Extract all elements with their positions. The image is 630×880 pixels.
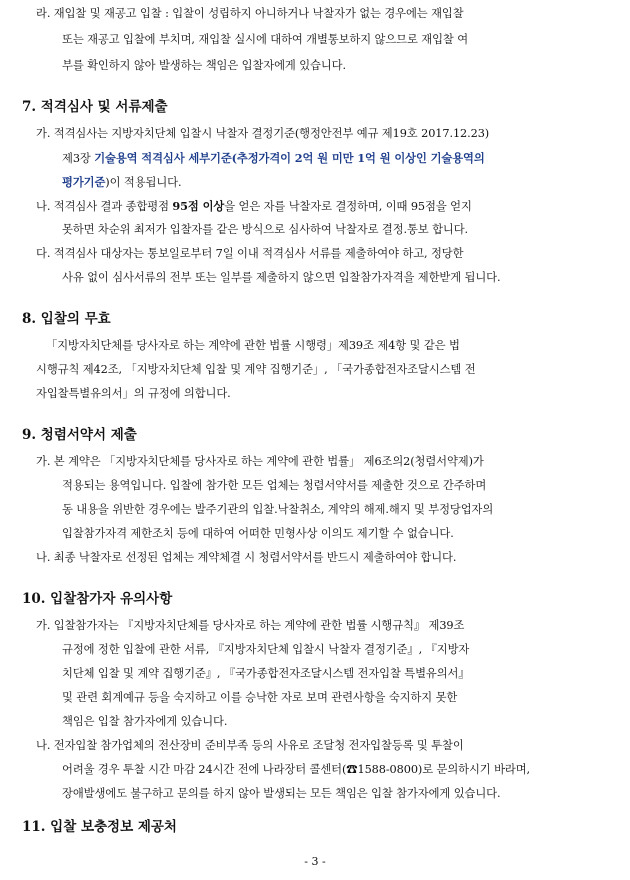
- section-8-line-3: 자입찰특별유의서」의 규정에 의합니다.: [36, 387, 231, 400]
- page-number: - 3 -: [304, 855, 326, 868]
- section-9-line-1: 가. 본 계약은 「지방자치단체를 당사자로 하는 계약에 관한 법률」 제6조의2(청렴서약제)가: [36, 455, 484, 468]
- section-9-title: 9. 청렴서약서 제출: [22, 427, 137, 443]
- section-10-line-5: 책임은 입찰 참가자에게 있습니다.: [62, 715, 228, 728]
- section-9-line-2: 적용되는 용역입니다. 입찰에 참가한 모든 업체는 청렴서약서를 제출한 것으로 간주하며: [62, 479, 487, 492]
- na-line-1-suffix: 을 얻은 자를 낙찰자로 결정하며, 이때 95점을 얻지: [224, 200, 472, 213]
- section-10-title: 10. 입찰참가자 유의사항: [22, 591, 173, 607]
- section-7-na-line-1: [36, 196, 472, 217]
- ga-line-2-prefix: 제3장: [62, 152, 95, 165]
- section-10-line-4: 및 관련 회계예규 등을 숙지하고 이를 승낙한 자로 보며 관련사항을 숙지하지 못한: [62, 691, 458, 704]
- section-7-ga-line-2: [62, 148, 485, 169]
- section-8-title: 8. 입찰의 무효: [22, 311, 111, 327]
- ga-line-2-highlight: 기술용역 적격심사 세부기준(추정가격이 2억 원 미만 1억 원 이상인 기술용역의: [94, 151, 485, 165]
- section-9-line-5: 나. 최종 낙찰자로 선정된 업체는 계약체결 시 청렴서약서를 반드시 제출하여야 합니다.: [36, 551, 457, 564]
- section-7-da-line-1: 다. 적격심사 대상자는 통보일로부터 7일 이내 적격심사 서류를 제출하여야 하고, 정당한: [36, 247, 464, 260]
- item-ra-line-1: 라. 재입찰 및 재공고 입찰 : 입찰이 성립하지 아니하거나 낙찰자가 없는 경우에는 재입찰: [36, 7, 464, 20]
- section-10-line-1: 가. 입찰참가자는 『지방자치단체를 당사자로 하는 계약에 관한 법률 시행규칙』 제39조: [36, 619, 465, 632]
- section-11-title: 11. 입찰 보충정보 제공처: [22, 819, 177, 835]
- section-10-line-3: 치단체 입찰 및 계약 집행기준』, 『국가종합전자조달시스템 전자입찰 특별유의서』: [62, 667, 470, 680]
- section-7-title: 7. 적격심사 및 서류제출: [22, 99, 168, 115]
- section-8-line-1: 「지방자치단체를 당사자로 하는 계약에 관한 법률 시행령」제39조 제4항 및 같은 법: [46, 339, 460, 352]
- section-10-line-6: 나. 전자입찰 참가업체의 전산장비 준비부족 등의 사유로 조달청 전자입찰등록 및 투찰이: [36, 739, 464, 752]
- section-10-line-8: 장애발생에도 불구하고 문의를 하지 않아 발생되는 모든 책임은 입찰 참가자에게 있습니다.: [62, 787, 501, 800]
- section-7-ga-line-1: 가. 적격심사는 지방자치단체 입찰시 낙찰자 결정기준(행정안전부 예규 제19호 2017.12.23): [36, 127, 490, 140]
- section-7-na-line-2: 못하면 차순위 최저가 입찰자를 같은 방식으로 심사하여 낙찰자로 결정.통보 합니다.: [62, 223, 469, 236]
- item-ra-line-3: 부를 확인하지 않아 발생하는 책임은 입찰자에게 있습니다.: [62, 59, 346, 72]
- section-7-da-line-2: 사유 없이 심사서류의 전부 또는 일부를 제출하지 않으면 입찰참가자격을 제한받게 됩니다.: [62, 271, 501, 284]
- section-7-ga-line-3: [62, 172, 181, 193]
- item-ra-line-2: 또는 재공고 입찰에 부치며, 재입찰 실시에 대하여 개별통보하지 않으므로 재입찰 여: [62, 33, 469, 46]
- na-line-1-prefix: 나. 적격심사 결과 종합평점: [36, 200, 173, 213]
- section-9-line-4: 입찰참가자격 제한조치 등에 대하여 어떠한 민형사상 이의도 제기할 수 없습니다.: [62, 527, 454, 540]
- section-10-line-7: 어려울 경우 투찰 시간 마감 24시간 전에 나라장터 콜센터(☎1588-0800)로 문의하시기 바라며,: [62, 763, 531, 776]
- ga-line-3-suffix: )이 적용됩니다.: [105, 176, 182, 189]
- section-10-line-2: 규정에 정한 입찰에 관한 서류, 『지방자치단체 입찰시 낙찰자 결정기준』, 『지방자: [62, 643, 470, 656]
- ga-line-3-highlight: 평가기준: [62, 175, 106, 189]
- section-9-line-3: 동 내용을 위반한 경우에는 발주기관의 입찰.낙찰취소, 계약의 해제.해지 및 부정당업자의: [62, 503, 494, 516]
- section-8-line-2: 시행규칙 제42조, 「지방자치단체 입찰 및 계약 집행기준」, 「국가종합전자조달시스템 전: [36, 363, 476, 376]
- na-line-1-score: 95점 이상: [172, 199, 225, 213]
